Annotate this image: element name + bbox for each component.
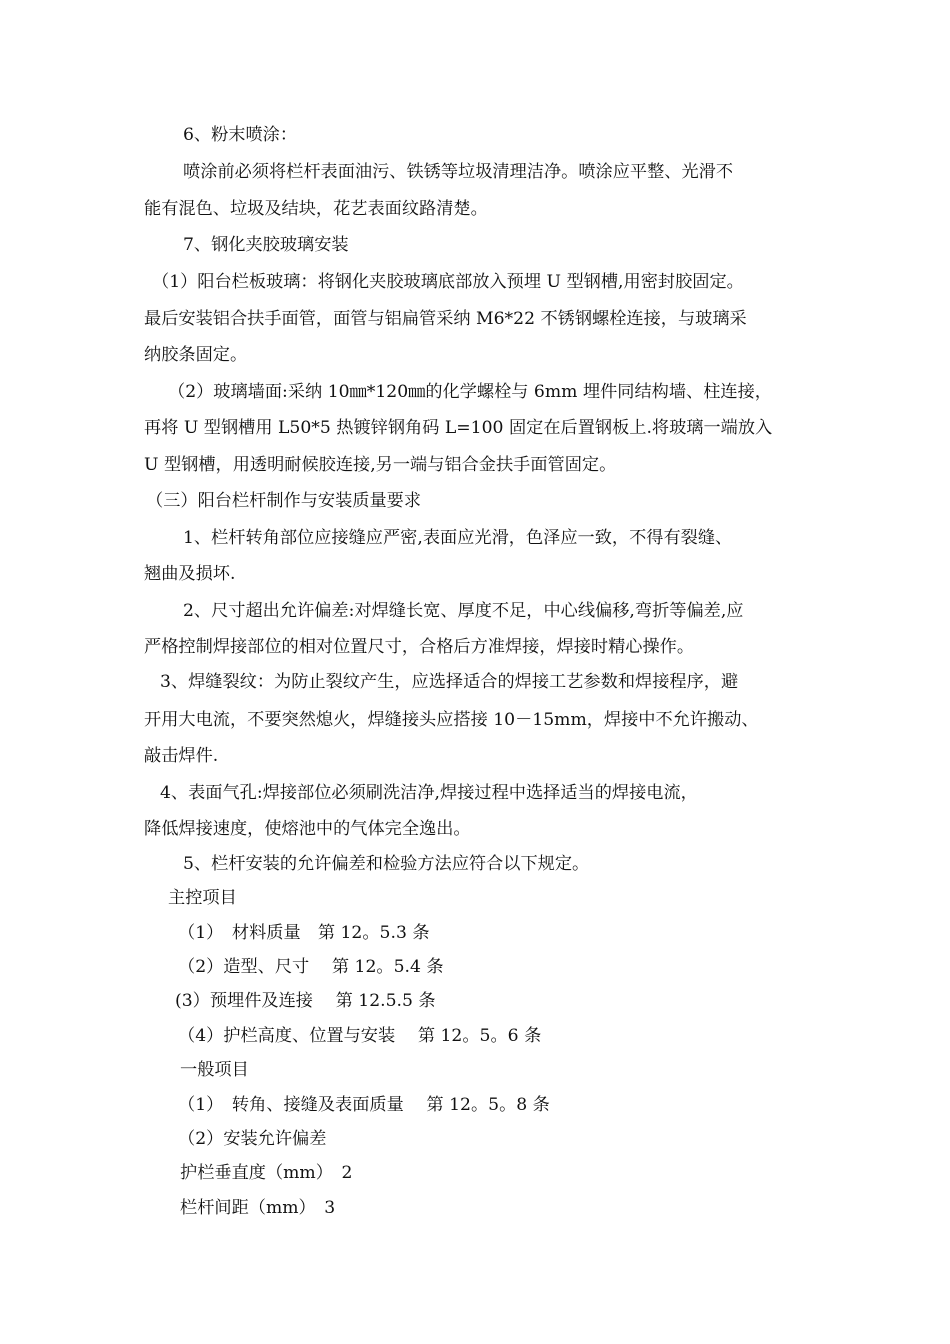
text-line: 6、粉末喷涂： [183,125,298,145]
text-line: (3）预埋件及连接 第 12.5.5 条 [175,991,436,1011]
text-line: 2、尺寸超出允许偏差:对焊缝长宽、厚度不足，中心线偏移,弯折等偏差,应 [183,601,744,621]
text-line: （1）阳台栏板玻璃：将钢化夹胶玻璃底部放入预埋 U 型钢槽,用密封胶固定。 [152,272,744,292]
text-line: 敲击焊件. [144,746,219,766]
text-line: 翘曲及损坏. [144,564,236,584]
text-line: 护栏垂直度（mm） 2 [180,1163,353,1183]
text-line: （1） 材料质量 第 12。5.3 条 [178,923,430,943]
text-line: 3、焊缝裂纹：为防止裂纹产生，应选择适合的焊接工艺参数和焊接程序，避 [160,672,739,692]
section-heading: （三）阳台栏杆制作与安装质量要求 [146,491,422,511]
text-line: 主控项目 [168,888,237,908]
text-line: 栏杆间距（mm） 3 [180,1198,336,1218]
text-line: 严格控制焊接部位的相对位置尺寸，合格后方准焊接，焊接时精心操作。 [144,637,695,657]
text-line: （2）玻璃墙面:采纳 10㎜*120㎜的化学螺栓与 6mm 埋件同结构墙、柱连接， [168,382,772,402]
text-line: 喷涂前必须将栏杆表面油污、铁锈等垃圾清理洁净。喷涂应平整、光滑不 [183,162,734,182]
text-line: 4、表面气孔:焊接部位必须刷洗洁净,焊接过程中选择适当的焊接电流， [160,783,698,803]
text-line: （4）护栏高度、位置与安装 第 12。5。6 条 [178,1026,542,1046]
text-line: 再将 U 型钢槽用 L50*5 热镀锌钢角码 L=100 固定在后置钢板上.将玻璃一端放入 [144,418,773,438]
text-line: 最后安装铝合扶手面管，面管与铝扁管采纳 M6*22 不锈钢螺栓连接，与玻璃采 [144,309,747,329]
text-line: 开用大电流，不要突然熄火，焊缝接头应搭接 10－15mm，焊接中不允许搬动、 [144,710,759,730]
text-line: 能有混色、垃圾及结块，花艺表面纹路清楚。 [144,199,488,219]
text-line: 纳胶条固定。 [144,345,248,365]
text-line: （2）安装允许偏差 [178,1129,327,1149]
text-line: （2）造型、尺寸 第 12。5.4 条 [178,957,444,977]
text-line: （1） 转角、接缝及表面质量 第 12。5。8 条 [178,1095,550,1115]
text-line: 一般项目 [180,1060,249,1080]
text-line: U 型钢槽，用透明耐候胶连接,另一端与铝合金扶手面管固定。 [144,455,617,475]
text-line: 降低焊接速度，使熔池中的气体完全逸出。 [144,819,471,839]
text-line: 1、栏杆转角部位应接缝应严密,表面应光滑，色泽应一致，不得有裂缝、 [183,528,733,548]
text-line: 5、栏杆安装的允许偏差和检验方法应符合以下规定。 [183,854,590,874]
text-line: 7、钢化夹胶玻璃安装 [183,235,349,255]
